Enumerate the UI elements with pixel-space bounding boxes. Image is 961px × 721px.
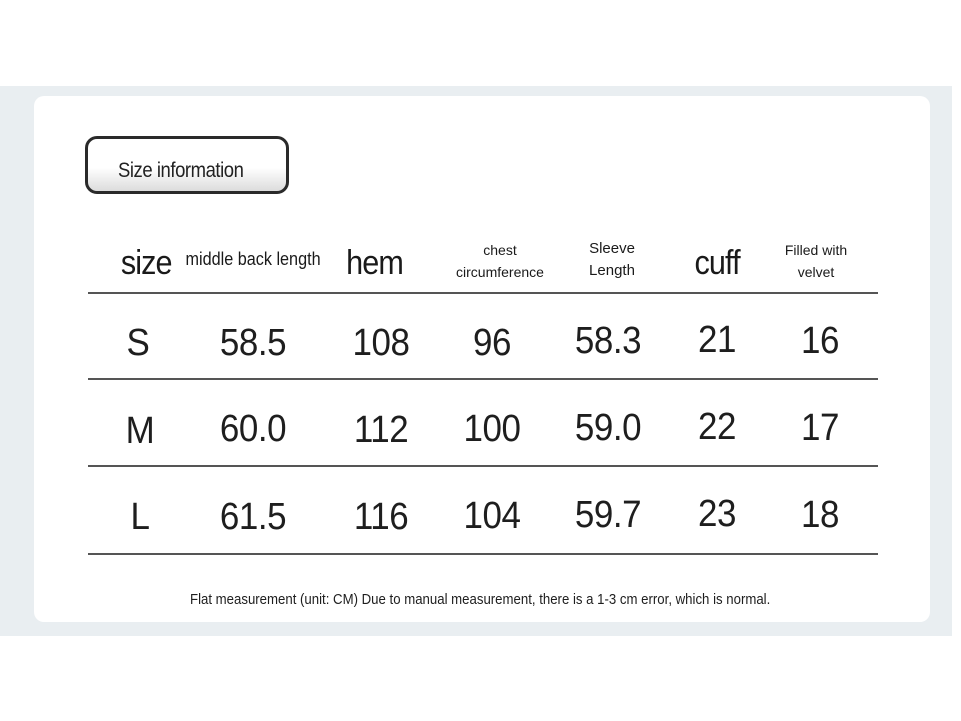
cell-hem: 108 xyxy=(352,322,410,364)
cell-velvet: 16 xyxy=(801,320,839,362)
header-cuff: cuff xyxy=(694,244,740,282)
header-chest-line1: chest xyxy=(483,242,517,258)
footnote: Flat measurement (unit: CM) Due to manual measurement, there is a 1-3 cm error, which is normal. xyxy=(190,591,771,608)
header-size: size xyxy=(120,244,172,282)
header-sleeve xyxy=(575,238,649,282)
cell-back: 58.5 xyxy=(219,322,287,364)
cell-size: M xyxy=(125,410,155,452)
cell-velvet: 17 xyxy=(801,407,839,449)
header-sleeve-line1: Sleeve xyxy=(589,240,635,257)
cell-chest: 100 xyxy=(463,408,521,450)
cell-cuff: 23 xyxy=(698,493,736,535)
title-text: Size information xyxy=(118,159,244,182)
cell-back: 61.5 xyxy=(219,496,287,538)
cell-back: 60.0 xyxy=(219,408,287,450)
cell-cuff: 21 xyxy=(698,319,736,361)
header-chest-line2: circumference xyxy=(456,264,544,280)
cell-size: S xyxy=(126,322,150,364)
divider-row-2 xyxy=(88,465,878,467)
divider-bottom xyxy=(88,553,878,555)
title-badge xyxy=(85,136,289,194)
cell-sleeve: 59.7 xyxy=(574,494,642,536)
cell-sleeve: 59.0 xyxy=(574,407,642,449)
cell-chest: 96 xyxy=(473,322,511,364)
header-velvet-line2: velvet xyxy=(797,264,835,280)
header-velvet-line1: Filled with xyxy=(784,242,848,258)
header-hem: hem xyxy=(346,244,403,282)
header-sleeve-line2: Length xyxy=(589,262,635,279)
cell-cuff: 22 xyxy=(698,406,736,448)
cell-size: L xyxy=(130,496,150,538)
header-chest xyxy=(452,239,548,283)
cell-hem: 116 xyxy=(353,496,409,538)
cell-hem: 112 xyxy=(353,409,409,451)
cell-sleeve: 58.3 xyxy=(574,320,642,362)
header-velvet xyxy=(776,239,856,283)
cell-velvet: 18 xyxy=(801,494,839,536)
header-back-length: middle back length xyxy=(185,249,321,269)
cell-chest: 104 xyxy=(463,495,521,537)
divider-header xyxy=(88,292,878,294)
divider-row-1 xyxy=(88,378,878,380)
